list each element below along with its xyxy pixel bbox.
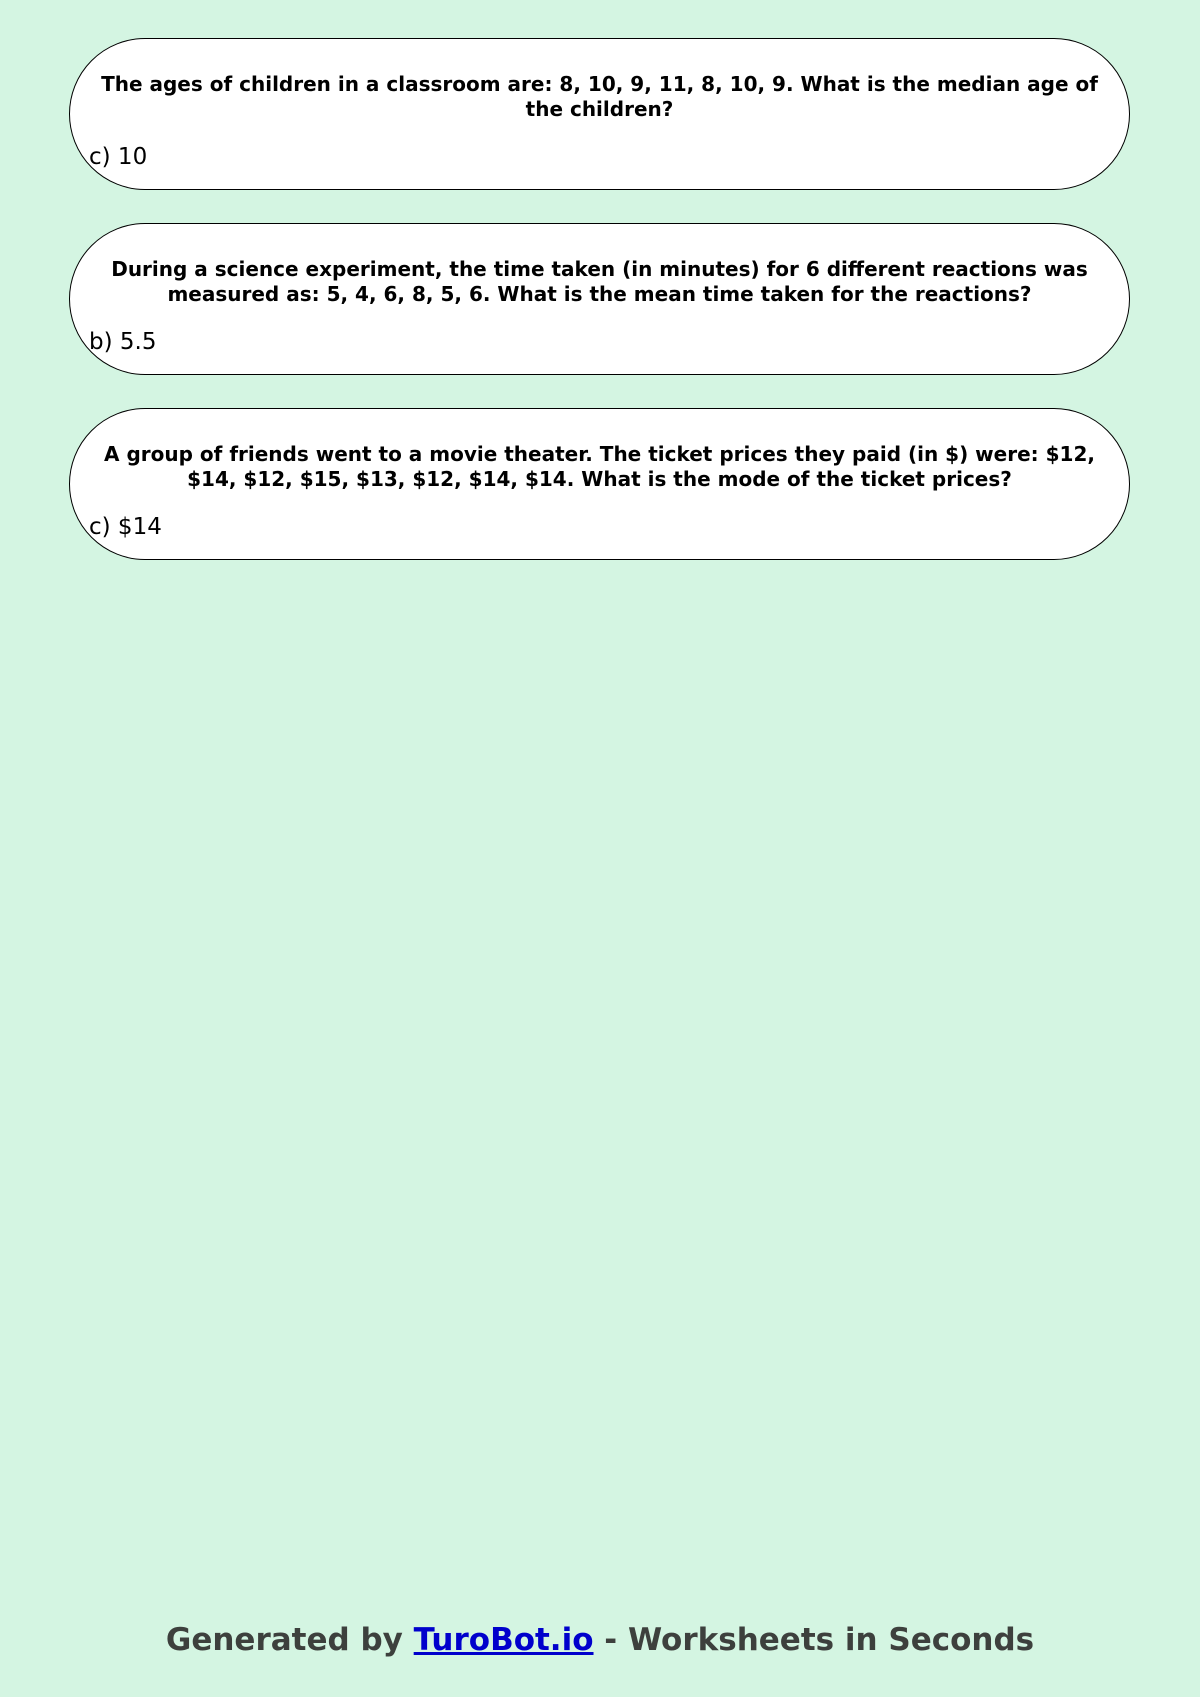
question-card-1 [69,38,1130,190]
question-text: During a science experiment, the time taken (in minutes) for 6 different reactions was measured as: 5, 4, 6, 8, 5, 6. What is the mean time taken for the reactions? [111,257,1088,306]
answer-text: c) 10 [89,144,148,170]
footer [0,1620,1200,1660]
footer-prefix: Generated by [165,1622,414,1658]
footer-suffix: - Worksheets in Seconds [593,1622,1035,1658]
answer-text: c) $14 [89,514,162,540]
turobot-link[interactable]: TuroBot.io [413,1622,594,1658]
question-text: A group of friends went to a movie theater. The ticket prices they paid (in $) were: $12, $14, $12, $15, $13, $12, $14, $14. What is the mode of the ticket prices? [104,442,1095,491]
question-text: The ages of children in a classroom are: 8, 10, 9, 11, 8, 10, 9. What is the median age of the children? [101,72,1098,121]
question-card-2 [69,223,1130,375]
question-card-3 [69,408,1130,560]
answer-text: b) 5.5 [89,329,157,355]
